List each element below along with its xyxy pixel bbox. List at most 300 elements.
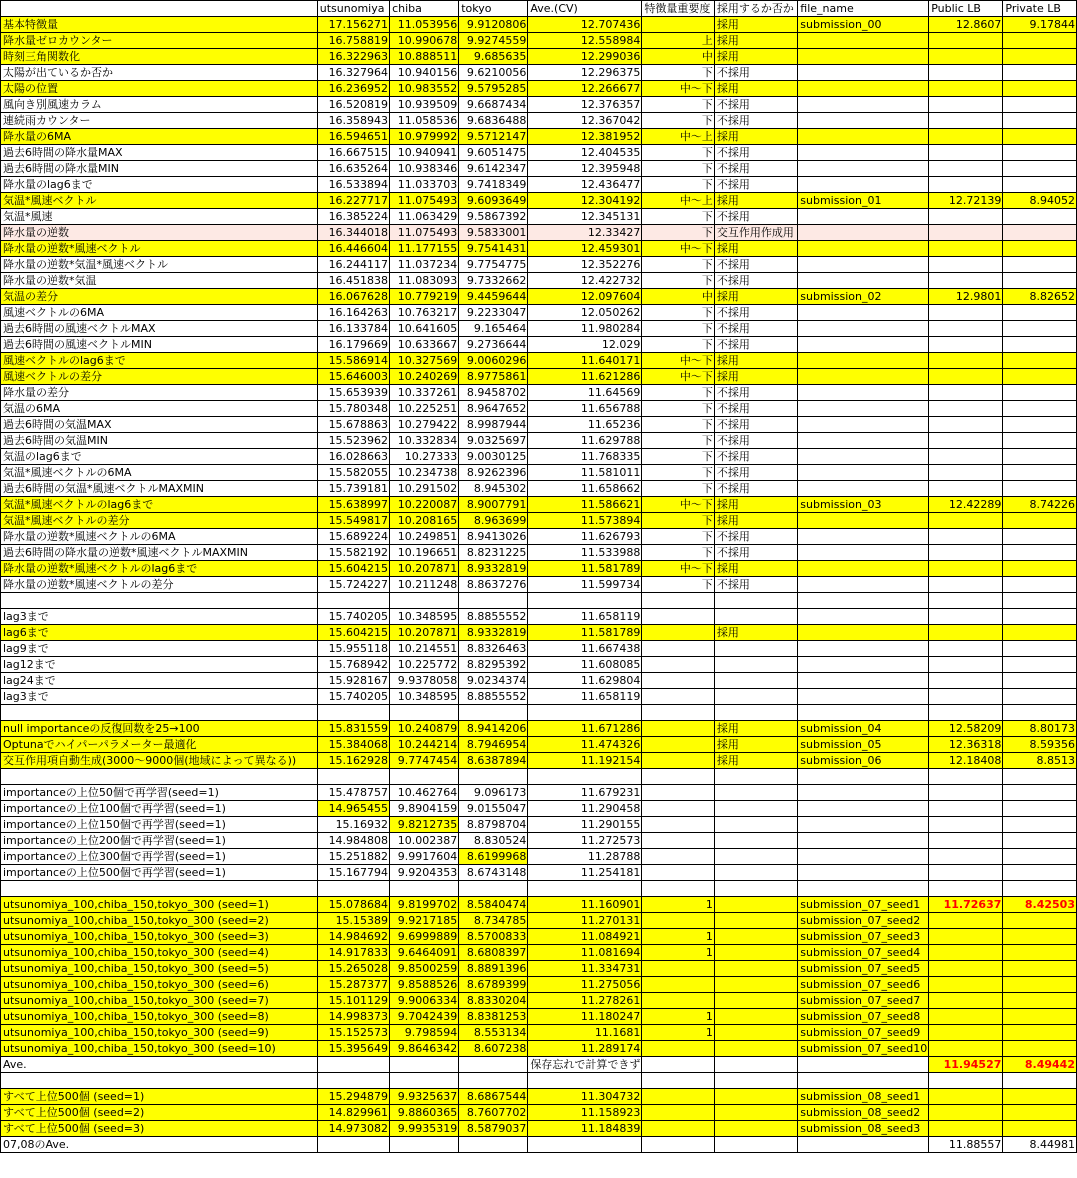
cell-feature <box>1 881 318 897</box>
cell-public-lb <box>929 545 1003 561</box>
cell-public-lb <box>929 33 1003 49</box>
cell-public-lb <box>929 1121 1003 1137</box>
cell-importance <box>642 961 714 977</box>
cell-ave-cv: 保存忘れで計算できず <box>528 1057 642 1073</box>
cell-utsunomiya: 15.582192 <box>317 545 389 561</box>
table-row <box>1 401 1077 417</box>
cell-utsunomiya: 14.973082 <box>317 1121 389 1137</box>
cell-chiba: 10.348595 <box>390 609 459 625</box>
table-row <box>1 49 1077 65</box>
cell-adopted <box>714 641 797 657</box>
cell-public-lb <box>929 305 1003 321</box>
cell-private-lb <box>1003 833 1077 849</box>
cell-tokyo: 8.8295392 <box>459 657 528 673</box>
cell-chiba: 10.938346 <box>390 161 459 177</box>
cell-private-lb <box>1003 865 1077 881</box>
cell-feature: utsunomiya_100,chiba_150,tokyo_300 (seed=10) <box>1 1041 318 1057</box>
cell-tokyo: 9.5833001 <box>459 225 528 241</box>
cell-utsunomiya: 16.028663 <box>317 449 389 465</box>
cell-chiba: 11.075493 <box>390 193 459 209</box>
table-row <box>1 513 1077 529</box>
cell-tokyo: 8.8231225 <box>459 545 528 561</box>
cell-file-name: submission_07_seed6 <box>798 977 929 993</box>
table-row <box>1 449 1077 465</box>
cell-file-name <box>798 1057 929 1073</box>
cell-chiba: 10.763217 <box>390 305 459 321</box>
cell-utsunomiya <box>317 593 389 609</box>
cell-utsunomiya: 16.244117 <box>317 257 389 273</box>
cell-feature: 過去6時間の降水量の逆数*風速ベクトルMAXMIN <box>1 545 318 561</box>
cell-tokyo: 8.553134 <box>459 1025 528 1041</box>
cell-chiba: 9.6464091 <box>390 945 459 961</box>
cell-utsunomiya: 15.101129 <box>317 993 389 1009</box>
table-row <box>1 289 1077 305</box>
cell-feature: importanceの上位150個で再学習(seed=1) <box>1 817 318 833</box>
cell-ave-cv: 11.629804 <box>528 673 642 689</box>
cell-feature: 基本特徴量 <box>1 17 318 33</box>
cell-utsunomiya: 14.917833 <box>317 945 389 961</box>
cell-tokyo: 9.7418349 <box>459 177 528 193</box>
cell-tokyo: 8.830524 <box>459 833 528 849</box>
cell-importance <box>642 609 714 625</box>
cell-public-lb: 12.18408 <box>929 753 1003 769</box>
cell-file-name: submission_06 <box>798 753 929 769</box>
cell-feature: 風速ベクトルの6MA <box>1 305 318 321</box>
cell-adopted: 採用 <box>714 129 797 145</box>
cell-public-lb: 11.88557 <box>929 1137 1003 1153</box>
cell-private-lb <box>1003 1105 1077 1121</box>
cell-importance: 中 <box>642 289 714 305</box>
table-row <box>1 817 1077 833</box>
cell-chiba <box>390 705 459 721</box>
cell-ave-cv: 11.334731 <box>528 961 642 977</box>
cell-ave-cv: 11.180247 <box>528 1009 642 1025</box>
cell-adopted <box>714 833 797 849</box>
cell-file-name: submission_08_seed3 <box>798 1121 929 1137</box>
cell-utsunomiya: 15.251882 <box>317 849 389 865</box>
cell-importance: 下 <box>642 465 714 481</box>
cell-tokyo: 8.8637276 <box>459 577 528 593</box>
cell-importance: 中～上 <box>642 193 714 209</box>
cell-importance: 下 <box>642 97 714 113</box>
cell-feature: 07,08のAve. <box>1 1137 318 1153</box>
cell-public-lb: 12.36318 <box>929 737 1003 753</box>
cell-tokyo: 9.2233047 <box>459 305 528 321</box>
cell-importance: 下 <box>642 337 714 353</box>
cell-ave-cv: 12.376357 <box>528 97 642 113</box>
cell-chiba: 10.983552 <box>390 81 459 97</box>
cell-utsunomiya: 16.758819 <box>317 33 389 49</box>
cell-feature: 風向き別風速カラム <box>1 97 318 113</box>
cell-tokyo: 9.096173 <box>459 785 528 801</box>
cell-private-lb: 8.49442 <box>1003 1057 1077 1073</box>
cell-private-lb <box>1003 273 1077 289</box>
cell-ave-cv: 11.275056 <box>528 977 642 993</box>
cell-utsunomiya: 15.831559 <box>317 721 389 737</box>
cell-public-lb <box>929 641 1003 657</box>
cell-public-lb: 12.8607 <box>929 17 1003 33</box>
cell-private-lb <box>1003 673 1077 689</box>
cell-ave-cv: 11.533988 <box>528 545 642 561</box>
cell-adopted: 不採用 <box>714 433 797 449</box>
cell-utsunomiya <box>317 705 389 721</box>
cell-private-lb <box>1003 545 1077 561</box>
cell-private-lb <box>1003 513 1077 529</box>
cell-adopted: 不採用 <box>714 337 797 353</box>
cell-chiba: 10.244214 <box>390 737 459 753</box>
cell-adopted <box>714 945 797 961</box>
cell-importance <box>642 1121 714 1137</box>
cell-private-lb <box>1003 689 1077 705</box>
cell-ave-cv: 12.422732 <box>528 273 642 289</box>
cell-private-lb: 8.80173 <box>1003 721 1077 737</box>
cell-private-lb <box>1003 593 1077 609</box>
cell-feature: lag24まで <box>1 673 318 689</box>
cell-tokyo: 8.945302 <box>459 481 528 497</box>
cell-chiba: 9.9917604 <box>390 849 459 865</box>
cell-utsunomiya: 15.724227 <box>317 577 389 593</box>
cell-feature: 気温の6MA <box>1 401 318 417</box>
cell-file-name <box>798 241 929 257</box>
cell-private-lb <box>1003 321 1077 337</box>
cell-adopted: 不採用 <box>714 465 797 481</box>
cell-public-lb <box>929 1073 1003 1089</box>
cell-importance: 下 <box>642 481 714 497</box>
cell-public-lb: 12.42289 <box>929 497 1003 513</box>
cell-importance: 中 <box>642 49 714 65</box>
cell-utsunomiya: 16.236952 <box>317 81 389 97</box>
cell-utsunomiya: 15.395649 <box>317 1041 389 1057</box>
cell-tokyo: 8.9262396 <box>459 465 528 481</box>
cell-ave-cv: 11.289174 <box>528 1041 642 1057</box>
cell-file-name: submission_07_seed5 <box>798 961 929 977</box>
table-row <box>1 113 1077 129</box>
cell-importance: 中～上 <box>642 129 714 145</box>
cell-file-name <box>798 129 929 145</box>
cell-feature: utsunomiya_100,chiba_150,tokyo_300 (seed=9) <box>1 1025 318 1041</box>
cell-ave-cv: 12.029 <box>528 337 642 353</box>
cell-file-name <box>798 417 929 433</box>
table-row <box>1 977 1077 993</box>
cell-private-lb <box>1003 705 1077 721</box>
cell-ave-cv: 11.621286 <box>528 369 642 385</box>
cell-private-lb <box>1003 961 1077 977</box>
cell-importance: 下 <box>642 513 714 529</box>
cell-utsunomiya: 15.689224 <box>317 529 389 545</box>
cell-ave-cv: 12.097604 <box>528 289 642 305</box>
cell-ave-cv <box>528 769 642 785</box>
cell-utsunomiya: 16.164263 <box>317 305 389 321</box>
table-row <box>1 145 1077 161</box>
cell-file-name <box>798 1137 929 1153</box>
cell-utsunomiya <box>317 881 389 897</box>
cell-chiba <box>390 769 459 785</box>
cell-public-lb <box>929 769 1003 785</box>
cell-feature: 降水量の6MA <box>1 129 318 145</box>
cell-adopted <box>714 593 797 609</box>
cell-utsunomiya: 15.478757 <box>317 785 389 801</box>
cell-utsunomiya: 15.955118 <box>317 641 389 657</box>
cell-adopted: 採用 <box>714 81 797 97</box>
table-row <box>1 689 1077 705</box>
table-row <box>1 81 1077 97</box>
cell-public-lb <box>929 1105 1003 1121</box>
cell-utsunomiya: 14.984808 <box>317 833 389 849</box>
cell-private-lb <box>1003 641 1077 657</box>
cell-feature: 降水量のlag6まで <box>1 177 318 193</box>
cell-utsunomiya: 15.265028 <box>317 961 389 977</box>
cell-utsunomiya: 16.594651 <box>317 129 389 145</box>
cell-private-lb <box>1003 801 1077 817</box>
cell-importance: 下 <box>642 161 714 177</box>
cell-chiba: 10.249851 <box>390 529 459 545</box>
cell-private-lb: 8.82652 <box>1003 289 1077 305</box>
cell-tokyo: 9.2736644 <box>459 337 528 353</box>
cell-public-lb <box>929 321 1003 337</box>
cell-private-lb <box>1003 609 1077 625</box>
cell-adopted <box>714 977 797 993</box>
cell-chiba: 10.240269 <box>390 369 459 385</box>
cell-ave-cv: 11.158923 <box>528 1105 642 1121</box>
cell-adopted: 採用 <box>714 497 797 513</box>
cell-adopted <box>714 689 797 705</box>
cell-chiba: 11.053956 <box>390 17 459 33</box>
table-row <box>1 1041 1077 1057</box>
cell-chiba: 10.332834 <box>390 433 459 449</box>
cell-utsunomiya: 15.604215 <box>317 625 389 641</box>
cell-chiba: 10.939509 <box>390 97 459 113</box>
cell-chiba: 10.291502 <box>390 481 459 497</box>
cell-tokyo: 8.9647652 <box>459 401 528 417</box>
cell-file-name <box>798 833 929 849</box>
cell-chiba <box>390 881 459 897</box>
cell-importance: 1 <box>642 897 714 913</box>
cell-utsunomiya: 15.928167 <box>317 673 389 689</box>
header-cell-file-name: file_name <box>798 1 929 17</box>
cell-feature: 気温*風速 <box>1 209 318 225</box>
cell-private-lb: 9.17844 <box>1003 17 1077 33</box>
table-row <box>1 913 1077 929</box>
table-row <box>1 897 1077 913</box>
cell-chiba: 10.779219 <box>390 289 459 305</box>
table-row <box>1 993 1077 1009</box>
cell-importance: 下 <box>642 449 714 465</box>
cell-importance <box>642 657 714 673</box>
cell-ave-cv: 11.254181 <box>528 865 642 881</box>
cell-importance <box>642 993 714 1009</box>
table-row <box>1 625 1077 641</box>
cell-importance: 下 <box>642 433 714 449</box>
cell-adopted: 不採用 <box>714 385 797 401</box>
cell-ave-cv: 11.581789 <box>528 625 642 641</box>
cell-feature: 降水量の逆数*風速ベクトル <box>1 241 318 257</box>
cell-ave-cv: 11.658662 <box>528 481 642 497</box>
cell-feature: 降水量の逆数*気温 <box>1 273 318 289</box>
cell-ave-cv: 11.192154 <box>528 753 642 769</box>
cell-chiba: 10.002387 <box>390 833 459 849</box>
cell-chiba: 11.083093 <box>390 273 459 289</box>
cell-ave-cv: 11.658119 <box>528 609 642 625</box>
cell-utsunomiya: 16.385224 <box>317 209 389 225</box>
cell-adopted <box>714 1105 797 1121</box>
cell-private-lb <box>1003 657 1077 673</box>
cell-file-name <box>798 225 929 241</box>
cell-public-lb <box>929 625 1003 641</box>
cell-feature: utsunomiya_100,chiba_150,tokyo_300 (seed=8) <box>1 1009 318 1025</box>
table-row <box>1 1121 1077 1137</box>
cell-tokyo: 9.7541431 <box>459 241 528 257</box>
cell-importance: 中～下 <box>642 497 714 513</box>
cell-file-name <box>798 529 929 545</box>
cell-private-lb <box>1003 129 1077 145</box>
cell-adopted: 採用 <box>714 193 797 209</box>
cell-feature: すべて上位500個 (seed=1) <box>1 1089 318 1105</box>
cell-tokyo <box>459 1073 528 1089</box>
cell-utsunomiya <box>317 1137 389 1153</box>
cell-ave-cv <box>528 705 642 721</box>
cell-ave-cv: 12.296375 <box>528 65 642 81</box>
cell-file-name <box>798 881 929 897</box>
cell-private-lb <box>1003 1025 1077 1041</box>
cell-private-lb <box>1003 145 1077 161</box>
cell-chiba: 10.940156 <box>390 65 459 81</box>
cell-file-name: submission_01 <box>798 193 929 209</box>
cell-file-name <box>798 561 929 577</box>
cell-chiba: 10.27333 <box>390 449 459 465</box>
table-row <box>1 593 1077 609</box>
cell-public-lb <box>929 577 1003 593</box>
cell-private-lb <box>1003 353 1077 369</box>
cell-public-lb <box>929 705 1003 721</box>
table-row <box>1 801 1077 817</box>
cell-utsunomiya: 14.998373 <box>317 1009 389 1025</box>
cell-adopted <box>714 1089 797 1105</box>
cell-utsunomiya: 15.768942 <box>317 657 389 673</box>
cell-importance: 下 <box>642 209 714 225</box>
cell-feature: 太陽が出ているか否か <box>1 65 318 81</box>
cell-chiba <box>390 1073 459 1089</box>
cell-importance: 下 <box>642 401 714 417</box>
cell-adopted <box>714 929 797 945</box>
cell-private-lb <box>1003 449 1077 465</box>
cell-importance: 下 <box>642 577 714 593</box>
cell-public-lb <box>929 97 1003 113</box>
cell-private-lb <box>1003 625 1077 641</box>
cell-private-lb <box>1003 177 1077 193</box>
cell-tokyo: 8.5700833 <box>459 929 528 945</box>
cell-tokyo: 8.9413026 <box>459 529 528 545</box>
cell-importance: 上 <box>642 33 714 49</box>
cell-public-lb <box>929 385 1003 401</box>
cell-tokyo: 8.8891396 <box>459 961 528 977</box>
cell-private-lb <box>1003 1009 1077 1025</box>
cell-file-name: submission_07_seed7 <box>798 993 929 1009</box>
header-cell-tokyo: tokyo <box>459 1 528 17</box>
cell-chiba: 10.279422 <box>390 417 459 433</box>
cell-public-lb <box>929 561 1003 577</box>
cell-tokyo: 9.6051475 <box>459 145 528 161</box>
cell-importance: 下 <box>642 177 714 193</box>
cell-public-lb <box>929 785 1003 801</box>
cell-tokyo: 9.685635 <box>459 49 528 65</box>
cell-ave-cv: 12.33427 <box>528 225 642 241</box>
cell-importance <box>642 801 714 817</box>
cell-private-lb <box>1003 817 1077 833</box>
cell-utsunomiya: 15.384068 <box>317 737 389 753</box>
cell-file-name <box>798 545 929 561</box>
cell-tokyo: 8.7607702 <box>459 1105 528 1121</box>
cell-tokyo <box>459 881 528 897</box>
cell-adopted <box>714 881 797 897</box>
cell-utsunomiya: 15.739181 <box>317 481 389 497</box>
cell-adopted <box>714 673 797 689</box>
cell-private-lb: 8.42503 <box>1003 897 1077 913</box>
cell-chiba: 9.9325637 <box>390 1089 459 1105</box>
cell-adopted <box>714 993 797 1009</box>
cell-feature: importanceの上位200個で再学習(seed=1) <box>1 833 318 849</box>
cell-public-lb <box>929 337 1003 353</box>
cell-feature <box>1 705 318 721</box>
cell-public-lb <box>929 401 1003 417</box>
cell-utsunomiya: 15.653939 <box>317 385 389 401</box>
cell-adopted: 不採用 <box>714 161 797 177</box>
cell-chiba: 10.196651 <box>390 545 459 561</box>
cell-ave-cv <box>528 593 642 609</box>
cell-importance: 中～下 <box>642 561 714 577</box>
cell-public-lb <box>929 129 1003 145</box>
cell-file-name <box>798 577 929 593</box>
cell-private-lb: 8.94052 <box>1003 193 1077 209</box>
cell-tokyo: 8.9332819 <box>459 625 528 641</box>
cell-adopted: 採用 <box>714 561 797 577</box>
cell-file-name <box>798 1073 929 1089</box>
cell-public-lb <box>929 945 1003 961</box>
cell-importance <box>642 1137 714 1153</box>
cell-public-lb <box>929 417 1003 433</box>
cell-importance <box>642 1073 714 1089</box>
cell-file-name: submission_08_seed2 <box>798 1105 929 1121</box>
cell-importance <box>642 17 714 33</box>
cell-ave-cv: 12.436477 <box>528 177 642 193</box>
table-row <box>1 737 1077 753</box>
cell-private-lb <box>1003 209 1077 225</box>
cell-utsunomiya: 14.984692 <box>317 929 389 945</box>
cell-private-lb <box>1003 305 1077 321</box>
cell-chiba: 10.220087 <box>390 497 459 513</box>
cell-public-lb <box>929 1009 1003 1025</box>
cell-importance: 下 <box>642 113 714 129</box>
cell-public-lb <box>929 113 1003 129</box>
cell-tokyo: 8.734785 <box>459 913 528 929</box>
cell-private-lb <box>1003 33 1077 49</box>
cell-ave-cv: 11.270131 <box>528 913 642 929</box>
cell-utsunomiya: 15.646003 <box>317 369 389 385</box>
cell-feature: 過去6時間の降水量MIN <box>1 161 318 177</box>
cell-tokyo: 8.5840474 <box>459 897 528 913</box>
cell-ave-cv: 11.272573 <box>528 833 642 849</box>
cell-chiba: 10.462764 <box>390 785 459 801</box>
cell-ave-cv: 12.352276 <box>528 257 642 273</box>
cell-feature: utsunomiya_100,chiba_150,tokyo_300 (seed=4) <box>1 945 318 961</box>
cell-file-name <box>798 641 929 657</box>
cell-chiba: 10.337261 <box>390 385 459 401</box>
cell-tokyo: 9.6142347 <box>459 161 528 177</box>
cell-ave-cv: 11.586621 <box>528 497 642 513</box>
header-cell-private-lb: Private LB <box>1003 1 1077 17</box>
table-row <box>1 161 1077 177</box>
table-row <box>1 545 1077 561</box>
cell-ave-cv: 11.768335 <box>528 449 642 465</box>
